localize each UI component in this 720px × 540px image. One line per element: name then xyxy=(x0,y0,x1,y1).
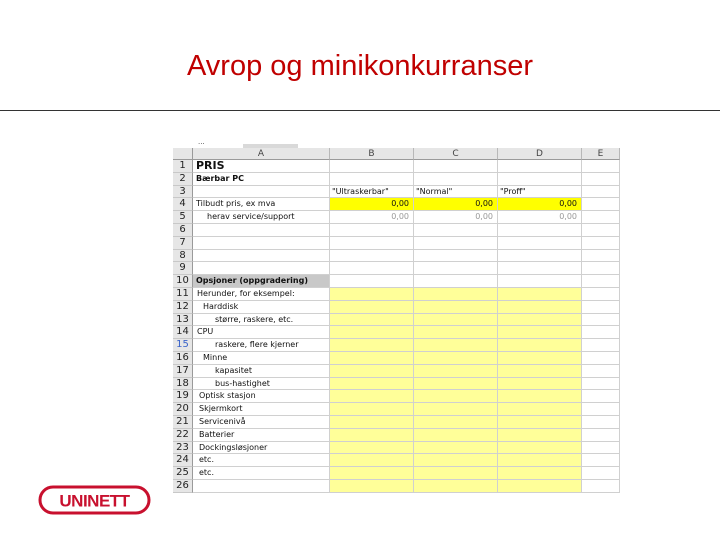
table-row xyxy=(173,467,620,480)
cell-e[interactable] xyxy=(582,186,620,199)
cell-e[interactable] xyxy=(582,403,620,416)
cell-a[interactable]: Herunder, for eksempel: xyxy=(193,288,330,301)
cell-d[interactable] xyxy=(498,237,582,250)
row-header[interactable]: 25 xyxy=(173,467,193,480)
table-row xyxy=(173,186,620,199)
cell-a[interactable] xyxy=(193,480,330,493)
cell-b[interactable] xyxy=(330,250,414,263)
cell-c[interactable] xyxy=(414,173,498,186)
cell-a[interactable]: Opsjoner (oppgradering) xyxy=(193,275,330,288)
cell-d[interactable] xyxy=(498,429,582,442)
table-row xyxy=(173,250,620,263)
table-row xyxy=(173,237,620,250)
cell-e[interactable] xyxy=(582,314,620,327)
cell-a[interactable] xyxy=(193,262,330,275)
uninett-logo xyxy=(38,484,151,516)
column-header-b[interactable]: B xyxy=(330,148,414,160)
cell-a[interactable]: Dockingsløsjoner xyxy=(193,442,330,455)
cell-e[interactable] xyxy=(582,378,620,391)
cell-b[interactable] xyxy=(330,275,414,288)
slide-title: Avrop og minikonkurranser xyxy=(186,50,534,82)
cell-e[interactable] xyxy=(582,224,620,237)
cell-c[interactable] xyxy=(414,160,498,173)
row-header[interactable]: 11 xyxy=(173,288,193,301)
cell-d[interactable] xyxy=(498,288,582,301)
row-header[interactable]: 4 xyxy=(173,198,193,211)
cell-a[interactable]: bus-hastighet xyxy=(193,378,330,391)
cell-c[interactable] xyxy=(414,416,498,429)
cell-d[interactable] xyxy=(498,326,582,339)
cell-b[interactable]: 0,00 xyxy=(330,198,414,211)
cell-c[interactable] xyxy=(414,339,498,352)
cell-a[interactable]: raskere, flere kjerner xyxy=(193,339,330,352)
cell-a[interactable] xyxy=(193,186,330,199)
cell-b[interactable] xyxy=(330,173,414,186)
table-row xyxy=(173,365,620,378)
cell-e[interactable] xyxy=(582,480,620,493)
row-header[interactable]: 8 xyxy=(173,250,193,263)
table-row xyxy=(173,390,620,403)
cell-d[interactable] xyxy=(498,365,582,378)
table-row xyxy=(173,198,620,211)
cell-d[interactable] xyxy=(498,480,582,493)
cell-a[interactable]: Optisk stasjon xyxy=(193,390,330,403)
cell-c[interactable] xyxy=(414,442,498,455)
table-row xyxy=(173,211,620,224)
table-row xyxy=(173,314,620,327)
cell-e[interactable] xyxy=(582,160,620,173)
column-header-e[interactable]: E xyxy=(582,148,620,160)
cell-d[interactable] xyxy=(498,314,582,327)
cell-c[interactable] xyxy=(414,467,498,480)
cell-c[interactable] xyxy=(414,365,498,378)
cell-b[interactable]: "Ultraskerbar" xyxy=(330,186,414,199)
cell-b[interactable]: 0,00 xyxy=(330,211,414,224)
table-row xyxy=(173,339,620,352)
cell-a[interactable]: kapasitet xyxy=(193,365,330,378)
cell-a[interactable]: herav service/support xyxy=(193,211,330,224)
cell-c[interactable] xyxy=(414,262,498,275)
cell-c[interactable] xyxy=(414,390,498,403)
cell-b[interactable] xyxy=(330,429,414,442)
cell-c[interactable] xyxy=(414,454,498,467)
cell-e[interactable] xyxy=(582,301,620,314)
table-row xyxy=(173,403,620,416)
cell-c[interactable] xyxy=(414,429,498,442)
table-row xyxy=(173,480,620,493)
title-divider xyxy=(0,110,720,111)
cell-c[interactable] xyxy=(414,237,498,250)
cell-b[interactable] xyxy=(330,416,414,429)
row-header[interactable]: 1 xyxy=(173,160,193,173)
cell-c[interactable] xyxy=(414,288,498,301)
cell-a[interactable] xyxy=(193,224,330,237)
cell-a[interactable]: etc. xyxy=(193,454,330,467)
table-row xyxy=(173,173,620,186)
top-fragment-text: ... xyxy=(198,138,205,146)
cell-e[interactable] xyxy=(582,173,620,186)
cell-e[interactable] xyxy=(582,390,620,403)
row-header[interactable]: 6 xyxy=(173,224,193,237)
row-header[interactable]: 18 xyxy=(173,378,193,391)
cell-d[interactable] xyxy=(498,224,582,237)
cell-d[interactable] xyxy=(498,173,582,186)
row-header[interactable]: 3 xyxy=(173,186,193,199)
cell-a[interactable]: Harddisk xyxy=(193,301,330,314)
sheet-top-strip xyxy=(173,138,620,148)
table-row xyxy=(173,326,620,339)
cell-e[interactable] xyxy=(582,339,620,352)
cell-b[interactable] xyxy=(330,365,414,378)
cell-e[interactable] xyxy=(582,442,620,455)
cell-a[interactable]: Bærbar PC xyxy=(193,173,330,186)
cell-b[interactable] xyxy=(330,301,414,314)
cell-e[interactable] xyxy=(582,416,620,429)
table-row xyxy=(173,275,620,288)
column-header-d[interactable]: D xyxy=(498,148,582,160)
cell-c[interactable] xyxy=(414,314,498,327)
cell-c[interactable] xyxy=(414,275,498,288)
cell-a[interactable]: større, raskere, etc. xyxy=(193,314,330,327)
cell-b[interactable] xyxy=(330,378,414,391)
cell-d[interactable] xyxy=(498,467,582,480)
cell-d[interactable] xyxy=(498,390,582,403)
cell-e[interactable] xyxy=(582,352,620,365)
table-row xyxy=(173,160,620,173)
table-row xyxy=(173,416,620,429)
cell-e[interactable] xyxy=(582,211,620,224)
cell-c[interactable] xyxy=(414,352,498,365)
row-header[interactable]: 24 xyxy=(173,454,193,467)
spreadsheet-screenshot xyxy=(173,138,620,500)
row-header[interactable]: 5 xyxy=(173,211,193,224)
svg-text:UNINETT: UNINETT xyxy=(59,491,130,511)
cell-c[interactable]: 0,00 xyxy=(414,198,498,211)
cell-a[interactable]: PRIS xyxy=(193,160,330,173)
cell-e[interactable] xyxy=(582,365,620,378)
row-header[interactable]: 19 xyxy=(173,390,193,403)
cell-b[interactable] xyxy=(330,160,414,173)
table-row xyxy=(173,442,620,455)
cell-c[interactable] xyxy=(414,224,498,237)
cell-b[interactable] xyxy=(330,314,414,327)
cell-d[interactable]: "Proff" xyxy=(498,186,582,199)
row-header[interactable]: 10 xyxy=(173,275,193,288)
row-header[interactable]: 17 xyxy=(173,365,193,378)
cell-b[interactable] xyxy=(330,288,414,301)
cell-d[interactable] xyxy=(498,352,582,365)
row-header[interactable]: 16 xyxy=(173,352,193,365)
table-row xyxy=(173,378,620,391)
cell-d[interactable] xyxy=(498,275,582,288)
cell-d[interactable] xyxy=(498,160,582,173)
cell-b[interactable] xyxy=(330,403,414,416)
row-header[interactable]: 2 xyxy=(173,173,193,186)
cell-d[interactable]: 0,00 xyxy=(498,211,582,224)
cell-c[interactable] xyxy=(414,250,498,263)
cell-b[interactable] xyxy=(330,339,414,352)
column-header-a[interactable]: A xyxy=(193,148,330,160)
cell-b[interactable] xyxy=(330,262,414,275)
cell-a[interactable] xyxy=(193,250,330,263)
cell-e[interactable] xyxy=(582,326,620,339)
cell-d[interactable] xyxy=(498,339,582,352)
row-header[interactable]: 26 xyxy=(173,480,193,493)
cell-a[interactable]: Batterier xyxy=(193,429,330,442)
cell-a[interactable]: Minne xyxy=(193,352,330,365)
cell-d[interactable] xyxy=(498,378,582,391)
cell-d[interactable] xyxy=(498,416,582,429)
cell-c[interactable] xyxy=(414,301,498,314)
cell-c[interactable] xyxy=(414,480,498,493)
row-header[interactable]: 7 xyxy=(173,237,193,250)
row-header[interactable]: 14 xyxy=(173,326,193,339)
cell-b[interactable] xyxy=(330,454,414,467)
table-row xyxy=(173,352,620,365)
table-row xyxy=(173,301,620,314)
cell-b[interactable] xyxy=(330,326,414,339)
table-row xyxy=(173,454,620,467)
row-header[interactable]: 15 xyxy=(173,339,193,352)
cell-b[interactable] xyxy=(330,480,414,493)
table-row xyxy=(173,429,620,442)
cell-c[interactable] xyxy=(414,326,498,339)
row-header[interactable]: 22 xyxy=(173,429,193,442)
cell-e[interactable] xyxy=(582,250,620,263)
cell-a[interactable]: Tilbudt pris, ex mva xyxy=(193,198,330,211)
cell-a[interactable]: CPU xyxy=(193,326,330,339)
cell-e[interactable] xyxy=(582,275,620,288)
row-header[interactable]: 9 xyxy=(173,262,193,275)
cell-b[interactable] xyxy=(330,224,414,237)
cell-e[interactable] xyxy=(582,198,620,211)
row-header[interactable]: 21 xyxy=(173,416,193,429)
cell-b[interactable] xyxy=(330,442,414,455)
row-header[interactable]: 13 xyxy=(173,314,193,327)
cell-e[interactable] xyxy=(582,454,620,467)
row-header[interactable]: 20 xyxy=(173,403,193,416)
cell-a[interactable]: Skjermkort xyxy=(193,403,330,416)
cell-a[interactable]: Servicenivå xyxy=(193,416,330,429)
cell-b[interactable] xyxy=(330,390,414,403)
row-header[interactable]: 23 xyxy=(173,442,193,455)
cell-c[interactable] xyxy=(414,403,498,416)
cell-c[interactable]: 0,00 xyxy=(414,211,498,224)
column-header-c[interactable]: C xyxy=(414,148,498,160)
cell-e[interactable] xyxy=(582,467,620,480)
cell-e[interactable] xyxy=(582,262,620,275)
cell-d[interactable] xyxy=(498,442,582,455)
table-row xyxy=(173,288,620,301)
cell-b[interactable] xyxy=(330,237,414,250)
cell-e[interactable] xyxy=(582,237,620,250)
cell-d[interactable] xyxy=(498,454,582,467)
cell-b[interactable] xyxy=(330,352,414,365)
cell-a[interactable] xyxy=(193,237,330,250)
cell-d[interactable] xyxy=(498,301,582,314)
table-row xyxy=(173,224,620,237)
cell-c[interactable] xyxy=(414,378,498,391)
cell-c[interactable]: "Normal" xyxy=(414,186,498,199)
row-header[interactable]: 12 xyxy=(173,301,193,314)
cell-d[interactable] xyxy=(498,250,582,263)
cell-e[interactable] xyxy=(582,429,620,442)
cell-a[interactable]: etc. xyxy=(193,467,330,480)
cell-d[interactable] xyxy=(498,262,582,275)
cell-b[interactable] xyxy=(330,467,414,480)
select-all-corner[interactable] xyxy=(173,148,193,160)
table-row xyxy=(173,262,620,275)
cell-e[interactable] xyxy=(582,288,620,301)
cell-d[interactable] xyxy=(498,403,582,416)
cell-d[interactable]: 0,00 xyxy=(498,198,582,211)
